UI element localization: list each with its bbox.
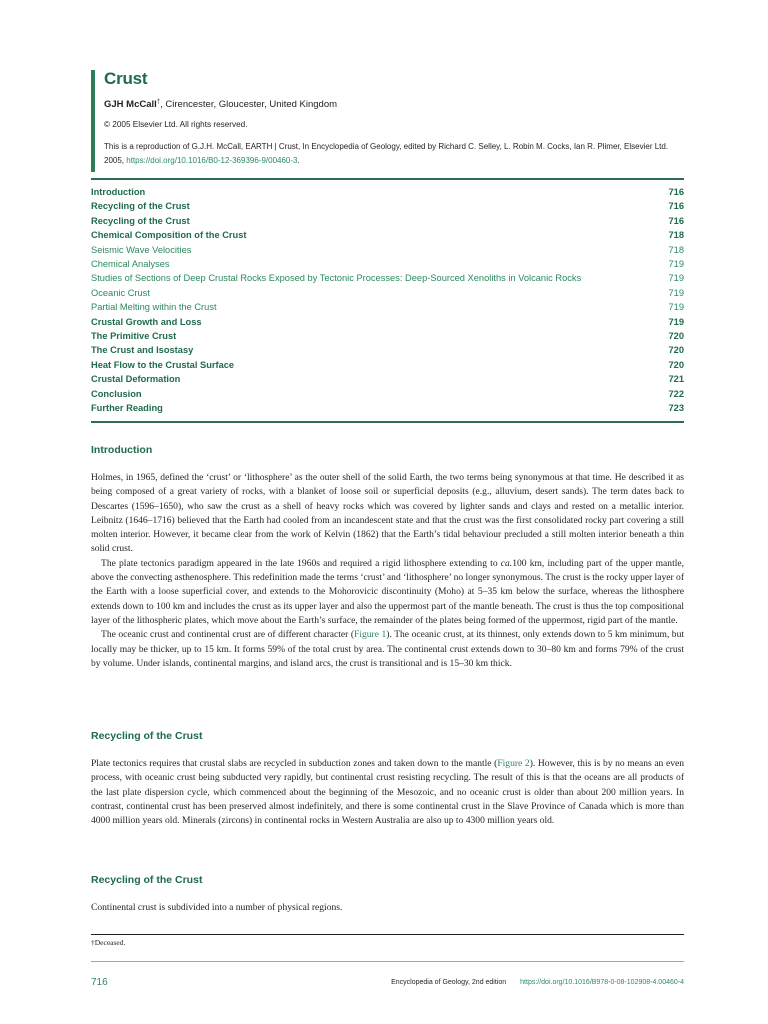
toc-entry[interactable]: [91, 286, 684, 300]
toc-entry-page: 716: [668, 201, 684, 212]
toc-entry-page: 720: [668, 359, 684, 370]
footer-doi-link[interactable]: https://doi.org/10.1016/B978-0-08-102908-4.00460-4: [520, 979, 684, 986]
section-heading: Introduction: [91, 444, 153, 456]
toc-entry[interactable]: [91, 257, 684, 271]
text-run-italic: ca.: [500, 557, 513, 569]
toc-entry-page: 716: [668, 187, 684, 197]
toc-entry-label: Studies of Sections of Deep Crustal Rocks Exposed by Tectonic Processes: Deep-Sourced Xenoliths in Volcanic Rocks: [91, 273, 582, 284]
toc-entry-page: 719: [668, 259, 684, 270]
toc-entry[interactable]: [91, 228, 684, 242]
toc-entry[interactable]: [91, 315, 684, 329]
toc-entry[interactable]: [91, 329, 684, 343]
toc-entry-page: 720: [668, 331, 684, 342]
section-heading: Recycling of the Crust: [91, 730, 203, 742]
header-accent-bar: [91, 70, 95, 172]
toc-entry-label: Seismic Wave Velocities: [91, 244, 192, 255]
text-run: ). However, this is by no means an even process, with oceanic crust being subducted very rapidly, but continental crust resisting recycling. The result of this is that the oceans are all products of the last plate dispersion cycle, which commenced about the beginning of the Mesozoic, and no oceanic crust is older than about 200 million years. In contrast, continental crust has been preserved almost indefinitely, and there is some continental crust in the Slave Province of Canada which is more than 4000 million years old. Minerals (zircons) in continental rocks in Western Australia are also up to 4300 million years old.: [91, 758, 684, 827]
figure-2-link[interactable]: Figure 2: [497, 758, 530, 769]
toc-entry[interactable]: [91, 358, 684, 372]
reproduction-doi-link[interactable]: https://doi.org/10.1016/B0-12-369396-9/00460-3: [126, 156, 298, 166]
text-run: 100 km, including part of the upper mantle, above the convecting asthenosphere. This redefinition made the terms ‘crust’ and ‘lithosphere’ no longer synonymous. The crust is the rocky upper layer of the Earth with a loose superficial cover, and extends to the Mohorovicic discontinuity (Moho) at 5–35 km below the surface, whereas the lithosphere extends down to 100 km and includes the crust as its upper layer and also the uppermost part of the mantle beneath. The crust is thus the top compositional layer of the lithospheric plates, which move about the Earth’s surface, the remainder of the plates being formed of the uppermost, rigid part of the mantle.: [91, 557, 684, 626]
toc-entry[interactable]: [91, 343, 684, 357]
toc-entry-page: 718: [668, 230, 684, 241]
table-of-contents: [91, 185, 684, 416]
toc-entry-page: 723: [668, 403, 684, 414]
toc-top-rule: [91, 178, 684, 180]
toc-bottom-rule: [91, 421, 684, 423]
footer-rule: [91, 961, 684, 962]
toc-entry[interactable]: [91, 271, 684, 285]
toc-entry-label: Further Reading: [91, 403, 163, 414]
figure-1-link[interactable]: Figure 1: [354, 629, 387, 641]
toc-entry-label: Partial Melting within the Crust: [91, 302, 217, 313]
reproduction-end: .: [297, 156, 300, 166]
toc-entry[interactable]: [91, 387, 684, 401]
section-heading: Recycling of the Crust: [91, 874, 203, 886]
toc-entry-label: Introduction: [91, 187, 146, 197]
article-header: [104, 68, 684, 168]
toc-entry[interactable]: [91, 243, 684, 257]
article-title: Crust: [104, 69, 148, 88]
toc-entry-label: The Crust and Isostasy: [91, 345, 194, 356]
toc-entry-page: 720: [668, 345, 684, 356]
author-line: [104, 96, 684, 111]
text-run: The plate tectonics paradigm appeared in the late 1960s and required a rigid lithosphere extending to: [101, 557, 501, 569]
toc-entry[interactable]: [91, 199, 684, 213]
toc-entry-label: Chemical Composition of the Crust: [91, 230, 247, 241]
toc-entry[interactable]: [91, 214, 684, 228]
footer-book-title: Encyclopedia of Geology, 2nd edition: [391, 979, 507, 986]
footer-page-number: 716: [91, 977, 108, 988]
reproduction-note: [104, 140, 684, 168]
paragraph: [91, 628, 684, 671]
toc-entry[interactable]: [91, 401, 684, 415]
section-recycling-of-the-crust-2: [91, 874, 684, 915]
text-run: The oceanic crust and continental crust are of different character (: [101, 629, 355, 641]
toc-entry-page: 719: [668, 273, 684, 284]
section-introduction: [91, 444, 684, 671]
paragraph: Continental crust is subdivided into a number of physical regions.: [91, 902, 343, 913]
paragraph: Holmes, in 1965, defined the ‘crust’ or ‘lithosphere’ as the outer shell of the solid Earth, the two terms being synonymous at that time. He described it as being composed of a great variety of rocks, with a blanket of loose soil or superficial deposits (e.g., alluvium, desert sands). The term dates back to Descartes (1596–1650), who saw the crust as a shell of heavy rocks which was covered by lighter sands and clays and rested on a metallic interior. Leibnitz (1646–1716) believed that the Earth had cooled from an incandescent state and that the crust was the first consolidated rocky part covering a still molten interior. However, it became clear from the work of Kelvin (1862) that the Earth’s tidal behaviour precluded a still molten interior beneath a thin solid crust.: [91, 472, 684, 555]
toc-entry-page: 718: [668, 244, 684, 255]
author-affiliation: , Cirencester, Gloucester, United Kingdom: [160, 99, 338, 111]
toc-entry-label: Recycling of the Crust: [91, 201, 190, 212]
toc-entry-label: Chemical Analyses: [91, 259, 170, 270]
toc-entry-label: Heat Flow to the Crustal Surface: [91, 359, 235, 370]
toc-entry-label: Oceanic Crust: [91, 287, 150, 298]
footnote-rule: [91, 934, 684, 935]
toc-entry[interactable]: [91, 300, 684, 314]
toc-entry[interactable]: [91, 372, 684, 386]
reproduction-text: This is a reproduction of G.J.H. McCall, EARTH | Crust, In Encyclopedia of Geology, edited by Richard C. Selley, L. Robin M. Cocks, Ian R. Plimer, Elsevier Ltd. 2005,: [104, 142, 669, 166]
author-name: GJH McCall: [104, 99, 157, 111]
toc-entry[interactable]: [91, 185, 684, 199]
toc-entry-page: 722: [668, 388, 684, 399]
toc-entry-page: 719: [668, 316, 684, 327]
author-deceased-mark: †: [156, 99, 161, 105]
section-recycling-of-the-crust: [91, 730, 684, 828]
paragraph: [91, 557, 684, 628]
toc-entry-label: Crustal Growth and Loss: [91, 316, 202, 327]
toc-entry-label: Crustal Deformation: [91, 374, 181, 385]
footer-citation: [391, 979, 684, 986]
text-run: ). The oceanic crust, at its thinnest, only extends down to 5 km minimum, but locally may be thicker, up to 15 km. It forms 59% of the total crust by area. The continental crust extends down to 30–80 km and forms 79% of the crust by volume. Under islands, continental margins, and island arcs, the crust is transitional and is 15–30 km thick.: [91, 629, 685, 669]
copyright-notice: © 2005 Elsevier Ltd. All rights reserved.: [104, 120, 248, 130]
text-run: Plate tectonics requires that crustal slabs are recycled in subduction zones and taken down to the mantle (: [91, 758, 498, 769]
toc-entry-page: 719: [668, 302, 684, 313]
toc-entry-label: Recycling of the Crust: [91, 215, 190, 226]
paragraph: [91, 757, 684, 828]
footnote: †Deceased.: [91, 938, 126, 947]
toc-entry-page: 721: [668, 374, 684, 385]
toc-entry-page: 719: [668, 287, 684, 298]
toc-entry-label: The Primitive Crust: [91, 331, 177, 342]
toc-entry-page: 716: [668, 215, 684, 226]
toc-entry-label: Conclusion: [91, 388, 142, 399]
